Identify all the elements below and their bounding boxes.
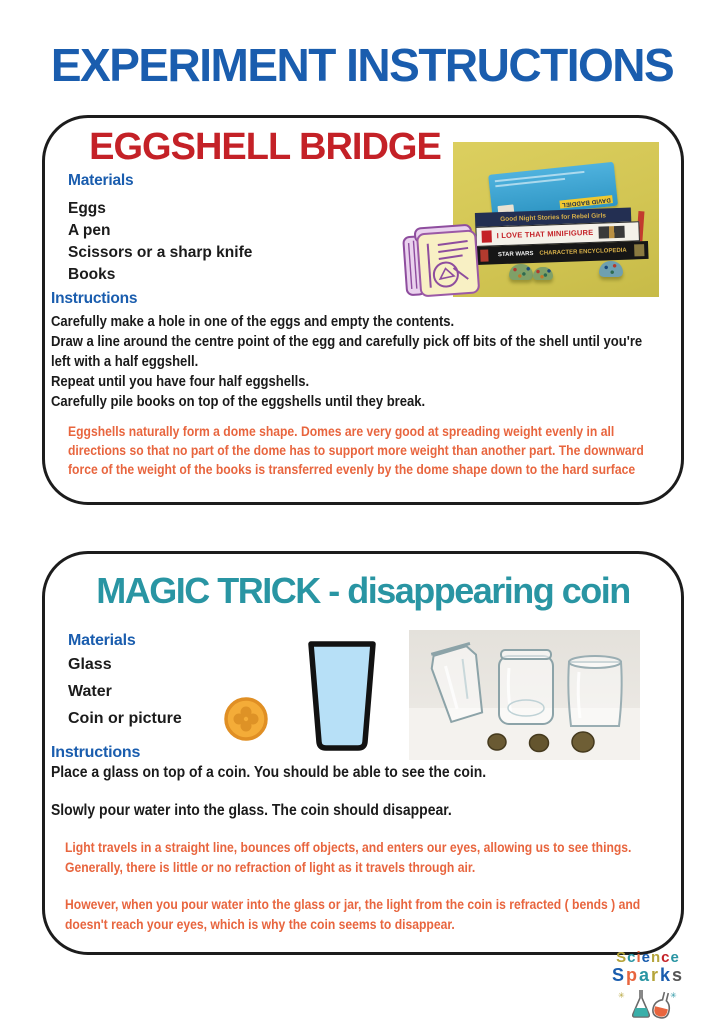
book-spine-label: I LOVE THAT MINIFIGURE: [496, 227, 594, 241]
eggshell-bridge-card: [42, 115, 684, 505]
card1-instructions-label: Instructions: [51, 290, 138, 307]
coin: [530, 735, 549, 752]
book-spine-label: STAR WARS: [497, 250, 534, 259]
coin-icon: [223, 696, 269, 742]
book-stack: [473, 165, 646, 265]
card2-instructions-label: Instructions: [51, 744, 141, 761]
book-illustration-icon: [395, 221, 483, 303]
magic-trick-card: [42, 551, 684, 955]
card1-science-note: Eggshells naturally form a dome shape. Domes are very good at spreading weight evenly in all directions so that no part of the dome has to support more weight than another part. The downward force of the weight of the books is transferred evenly by the dome shape down to the hard surface: [68, 424, 644, 477]
material-item: Eggs: [68, 200, 106, 217]
card2-materials-list: [68, 651, 182, 732]
flasks-icon: [598, 986, 698, 1024]
card1-materials-list: [68, 198, 252, 286]
coin: [572, 732, 594, 752]
card2-materials-label: Materials: [68, 632, 136, 649]
card2-science-note: Light travels in a straight line, bounces off objects, and enters our eyes, allowing us to see things. Generally, there is little or no refraction of light as it travels through air.: [65, 840, 632, 875]
card1-materials-label: Materials: [68, 172, 134, 189]
card1-title: EGGSHELL BRIDGE: [89, 126, 441, 168]
book-spine-label: DAVID BADDIEL: [559, 195, 613, 209]
card2-title: MAGIC TRICK - disappearing coin: [96, 570, 630, 611]
step-line: Repeat until you have four half eggshells.: [51, 374, 310, 390]
card2-step: Place a glass on top of a coin. You should be able to see the coin.: [51, 764, 487, 781]
step-line: Carefully pile books on top of the eggshells until they break.: [51, 394, 426, 410]
coin: [488, 734, 506, 750]
erlenmeyer-flask-icon: [633, 990, 650, 1017]
glass-icon: [303, 638, 381, 754]
book-spine-rebel-girls: Good Night Stories for Rebel Girls: [475, 208, 631, 227]
logo-text-science: Science: [616, 949, 680, 966]
step-line: Carefully make a hole in one of the eggs and empty the contents.: [51, 314, 455, 330]
page-title: EXPERIMENT INSTRUCTIONS: [50, 39, 674, 91]
jars-and-coins-photo: [409, 630, 640, 760]
eggshell-half: [533, 267, 553, 280]
svg-text:✳: ✳: [618, 991, 625, 1000]
card2-step: Slowly pour water into the glass. The coin should disappear.: [51, 802, 452, 819]
card2-science-note: However, when you pour water into the glass or jar, the light from the coin is refracted ( bends ) and doesn't reach your eyes, which is why the coin seems to disappear.: [65, 897, 641, 932]
books-on-eggshells-photo: [453, 142, 659, 297]
material-item: Coin or picture: [68, 710, 182, 727]
book-spine-label: CHARACTER ENCYCLOPEDIA: [539, 247, 627, 257]
minifigure-image: [598, 226, 624, 239]
step-line: Draw a line around the centre point of the egg and carefully pick off bits of the shell until you're left with a half eggshell.: [51, 334, 643, 370]
svg-text:✳: ✳: [670, 991, 677, 1000]
material-item: Books: [68, 266, 116, 283]
science-sparks-logo: [598, 950, 698, 1024]
material-item: Scissors or a sharp knife: [68, 244, 253, 261]
card1-steps: [51, 312, 647, 412]
material-item: Glass: [68, 656, 112, 673]
round-jar: [499, 650, 553, 724]
material-item: Water: [68, 683, 112, 700]
eggshell-half: [509, 264, 533, 280]
material-item: A pen: [68, 222, 111, 239]
glass-tumbler: [568, 656, 621, 726]
eggshell-half: [599, 261, 623, 277]
logo-text-sparks: Sparks: [611, 965, 685, 985]
